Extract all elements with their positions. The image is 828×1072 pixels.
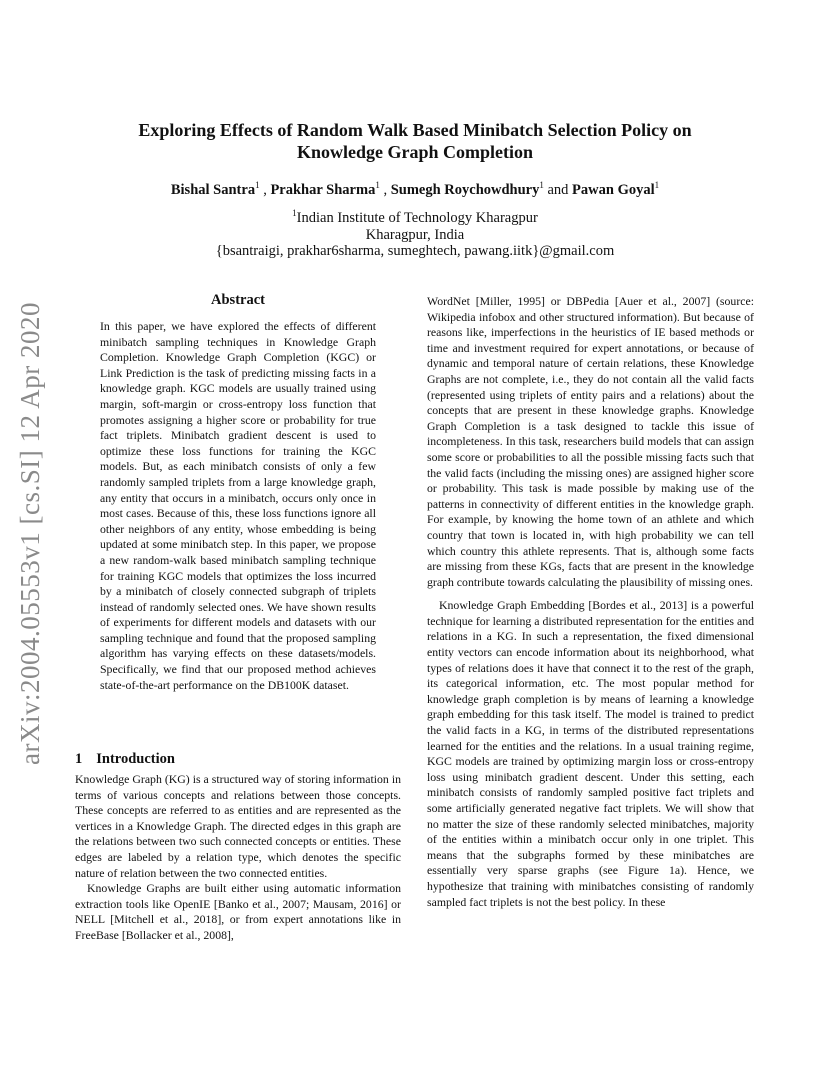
right-column-body — [427, 294, 754, 910]
paper-title — [90, 119, 740, 163]
author: Pawan Goyal$^1$ — [572, 180, 660, 198]
affiliation-institution: Indian Institute of Technology Kharagpur — [296, 209, 538, 226]
author-list — [90, 180, 740, 199]
section-heading-introduction: 1 Introduction — [75, 751, 175, 767]
paragraph: WordNet [Miller, 1995] or DBPedia [Auer et al., 2007] (source: Wikipedia infobox and other structured information). But because of reasons like, imperfections in the heuristics of IE based methods or time and investment required for expert annotations, or because of dynamic and temporal nature of certain relations, these Knowledge Graphs are not complete, i.e., they do not contain all the valid facts (represented using triplets of entity pairs and a relations) about the concepts that are present in these knowledge graphs. Knowledge Graph Completion is a task designed to tackle this issue of incompleteness. In this task, researchers build models that can assign some score or probabilities to all the possible missing facts such that the valid facts (including the missing ones) are assigned higher score or probability. This task is made possible by making use of the patterns in connectivity of different entities in the knowledge graph. For example, by knowing the home town of an athlete and which country that town is located in, with high probability we can tell which country this athlete represents. That is, although some facts are missing from these KGs, facts that are present in the knowledge graph contribute towards calculating the plausibility of missing ones. — [427, 294, 754, 589]
affiliation-location: Kharagpur, India — [365, 226, 465, 243]
title-line-1: Exploring Effects of Random Walk Based Minibatch Selection Policy on — [138, 120, 692, 140]
arxiv-stamp: arXiv:2004.05553v1 [cs.SI] 12 Apr 2020 — [15, 302, 45, 766]
abstract-heading: Abstract — [211, 292, 265, 308]
affiliation: $^1$Indian Institute of Technology Kharagpur Kharagpur, India — [90, 205, 740, 244]
left-column-body — [75, 772, 401, 944]
author: Prakhar Sharma$^1$ , — [270, 180, 391, 198]
paragraph: Knowledge Graph Embedding [Bordes et al., 2013] is a powerful technique for learning a distributed representation for the entities and relations in a KG. In such a representation, the fixed dimensional entity vectors can encode information about its neighborhood, what types of relations does it have that connect it to the rest of the graph, its categorical information, etc. The most popular method for knowledge graph completion is by means of learning a knowledge graph embedding for this task itself. The model is trained to predict the valid facts in a KG, in terms of the distributed representations learned for the entities and the relations. In a usual training regime, KGC models are trained by optimizing margin loss or cross-entropy loss using minibatch gradient descent. Under this setting, each minibatch consists of randomly sampled positive fact triplets and some artificially generated negative fact triplets. We will show that no matter the size of these randomly selected minibatches, majority of the entities within a minibatch occur only in one triplet. This means that the subgraphs formed by these minibatches are essentially very sparse graphs (see Figure 1a). Hence, we hypothesize that training with minibatches consisting of randomly sampled fact triplets is not the best policy. In these — [427, 598, 754, 909]
author-emails: {bsantraigi, prakhar6sharma, sumeghtech, pawang.iitk}@gmail.com — [215, 243, 615, 259]
author: Sumegh Roychowdhury$^1$ and — [390, 180, 573, 198]
paragraph: Knowledge Graph (KG) is a structured way of storing information in terms of various concepts and relations between those concepts. These concepts are referred to as entities and are represented as the vertices in a Knowledge Graph. The directed edges in this graph are the relations between two such connected concepts or entities. These edges are labeled by a relation type, which denotes the specific nature of relation between the two connected entities. — [75, 772, 401, 880]
author: Bishal Santra$^1$ , — [170, 180, 271, 198]
title-line-2: Knowledge Graph Completion — [296, 142, 533, 162]
paragraph: Knowledge Graphs are built either using automatic information extraction tools like OpenIE [Banko et al., 2007; Mausam, 2016] or NELL [Mitchell et al., 2018], or from expert annotations like in FreeBase [Bollacker et al., 2008], — [75, 881, 401, 942]
abstract-text: In this paper, we have explored the effects of different minibatch sampling techniques in Knowledge Graph Completion. Knowledge Graph Completion (KGC) or Link Prediction is the task of predicting missing facts in a knowledge graph. KGC models are usually trained using margin, soft-margin or cross-entropy loss function that promotes assigning a higher score or probability for true fact triplets. Minibatch gradient descent is used to optimize these loss functions for training the KGC models. But, as each minibatch consists of only a few randomly sampled triplets from a large knowledge graph, any entity that occurs in a minibatch, occurs only once in most cases. Because of this, these loss functions ignore all other neighbors of any entity, whose embedding is being updated at some minibatch step. In this paper, we propose a new random-walk based minibatch sampling technique for training KGC models that optimizes the loss incurred by a minibatch of closely connected subgraph of triplets instead of randomly selected ones. We have shown results of experiments for different models and datasets with our sampling technique and found that the proposed sampling algorithm has varying effects on these datasets/models. Specifically, we find that our proposed method achieves state-of-the-art performance on the DB100K dataset. — [100, 319, 376, 692]
